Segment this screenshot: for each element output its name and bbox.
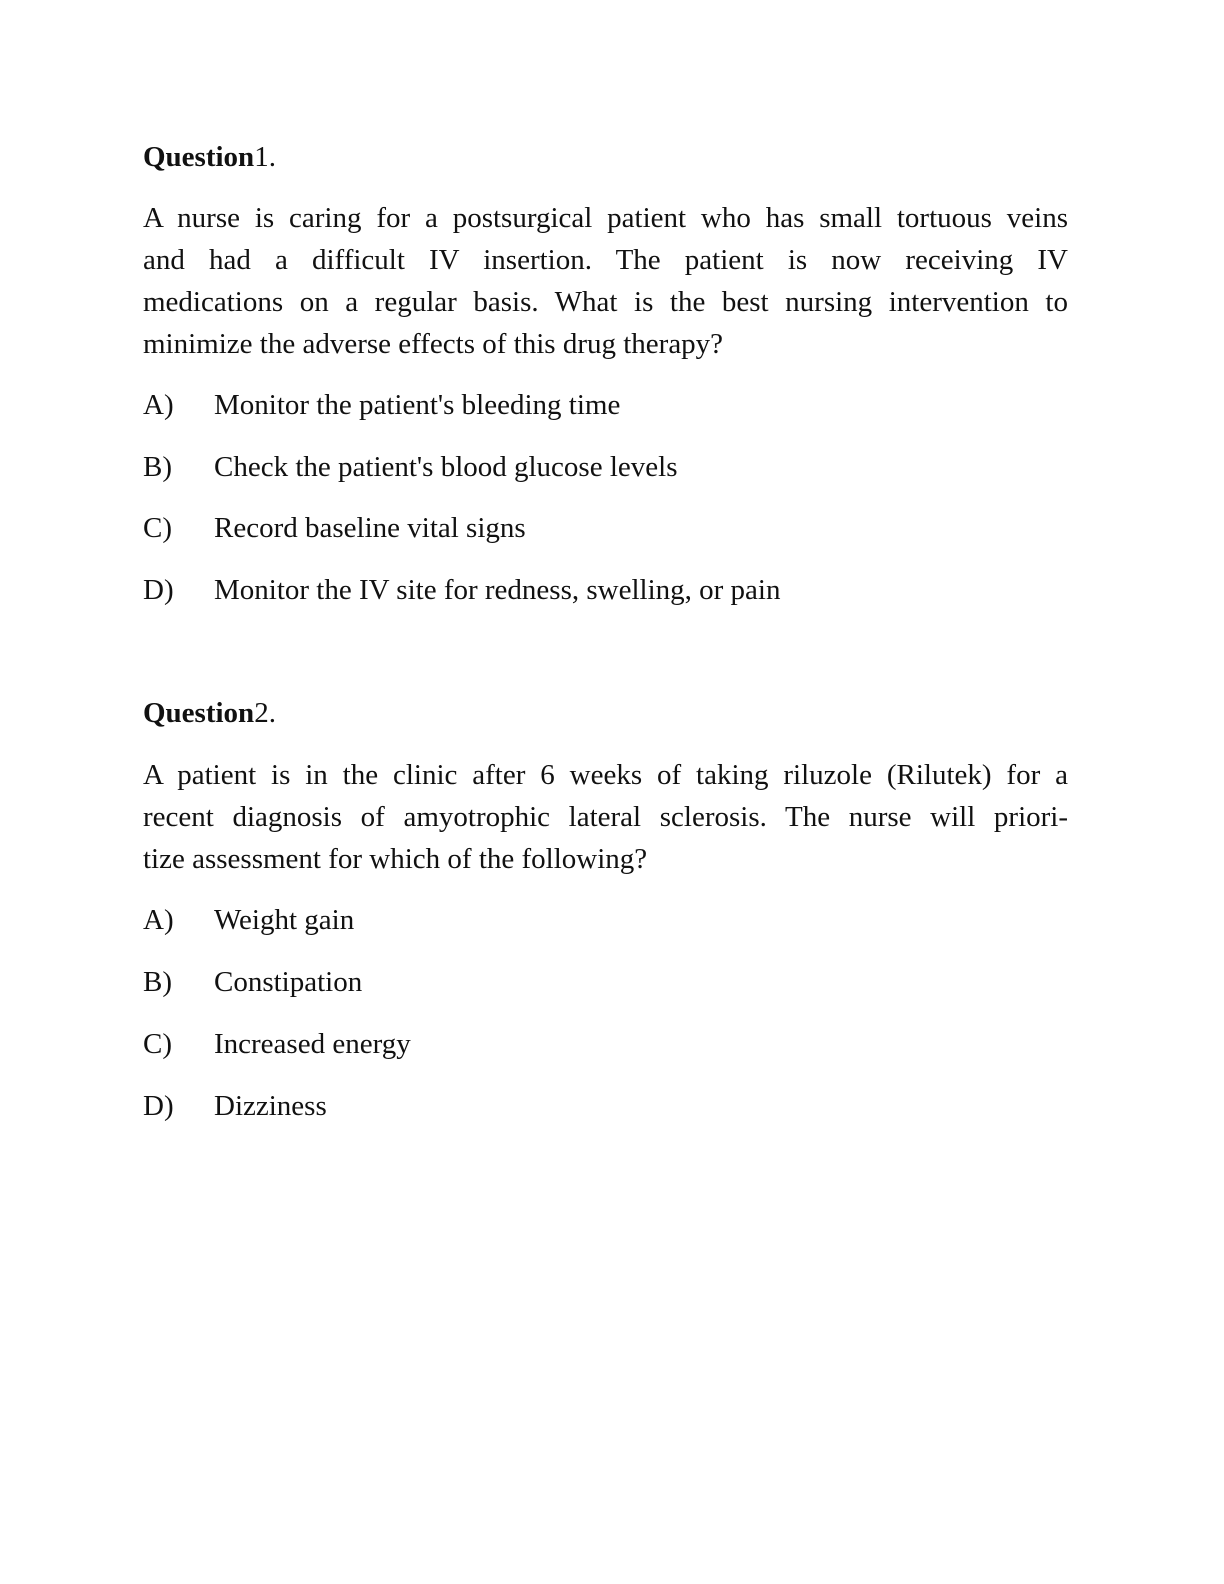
- option-letter: A): [143, 389, 174, 421]
- question-text-line: minimize the adverse effects of this drug therapy?: [143, 328, 724, 360]
- option-text: Monitor the patient's bleeding time: [214, 389, 621, 421]
- option-letter: B): [143, 966, 172, 998]
- option-text: Monitor the IV site for redness, swelling, or pain: [214, 574, 781, 606]
- question-text-line: A nurse is caring for a postsurgical patient who has small tortuous veins: [143, 202, 1068, 234]
- question-text-line: recent diagnosis of amyotrophic lateral sclerosis. The nurse will priori-: [143, 801, 1068, 833]
- option-text: Constipation: [214, 966, 363, 998]
- option-text: Increased energy: [214, 1028, 411, 1060]
- option-text: Dizziness: [214, 1090, 327, 1122]
- option-letter: D): [143, 1090, 174, 1122]
- question-text-line: A patient is in the clinic after 6 weeks of taking riluzole (Rilutek) for a: [143, 759, 1068, 791]
- option-letter: B): [143, 451, 172, 483]
- question-number: 2.: [254, 697, 276, 729]
- question-title: [143, 136, 276, 178]
- question-text-line: and had a difficult IV insertion. The patient is now receiving IV: [143, 244, 1068, 276]
- option-letter: D): [143, 574, 174, 606]
- question-number: 1.: [254, 141, 276, 173]
- option-letter: C): [143, 512, 172, 544]
- option-text: Check the patient's blood glucose levels: [214, 451, 678, 483]
- question-text-line: medications on a regular basis. What is the best nursing intervention to: [143, 286, 1068, 318]
- question-title: [143, 692, 276, 734]
- option-text: Weight gain: [214, 904, 355, 936]
- option-text: Record baseline vital signs: [214, 512, 526, 544]
- question-label: Question: [143, 697, 255, 729]
- option-letter: C): [143, 1028, 172, 1060]
- question-label: Question: [143, 141, 255, 173]
- question-text-line: tize assessment for which of the following?: [143, 843, 648, 875]
- option-letter: A): [143, 904, 174, 936]
